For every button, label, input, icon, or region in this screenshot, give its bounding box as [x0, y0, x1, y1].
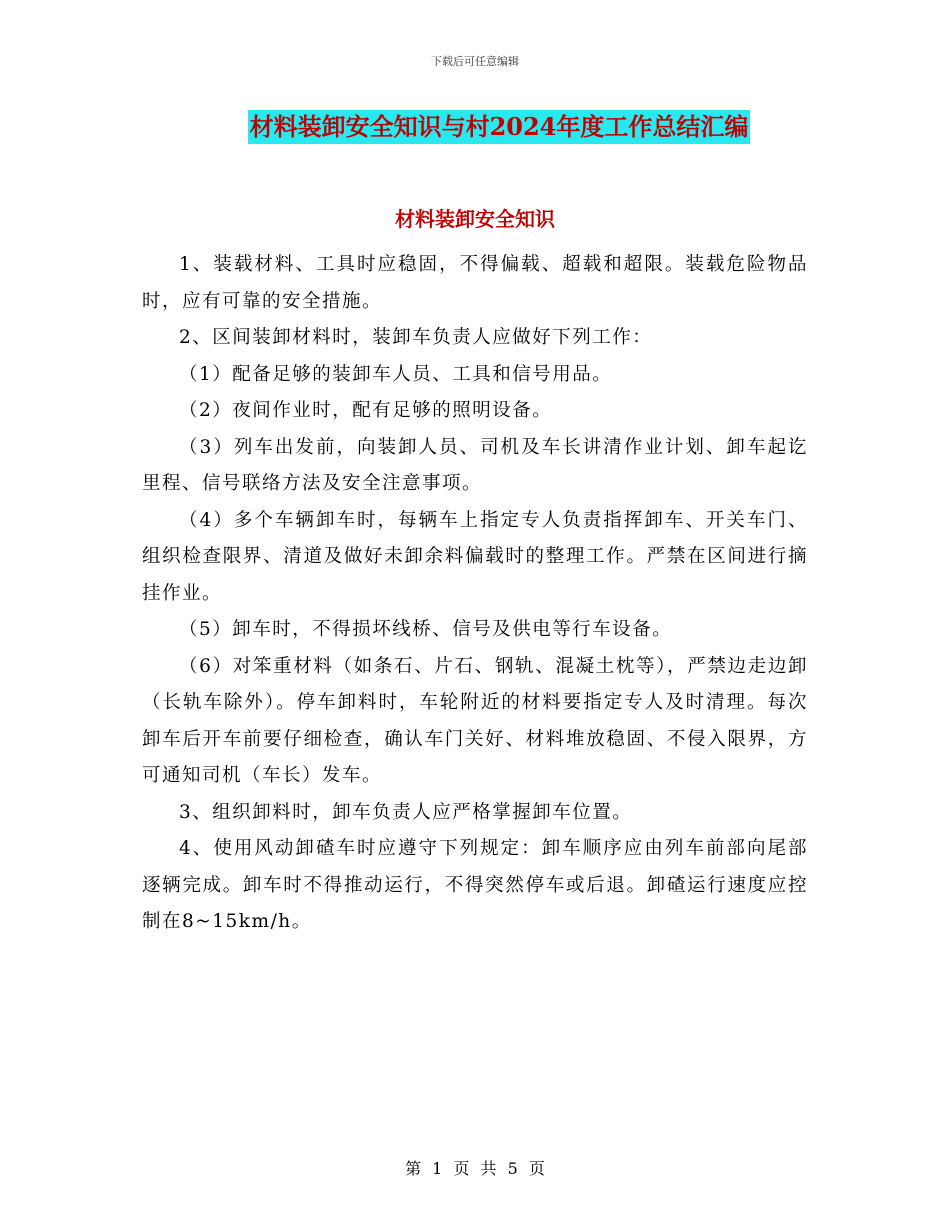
- paragraph-1: 1、装载材料、工具时应稳固，不得偏载、超载和超限。装载危险物品时，应有可靠的安全措施。: [142, 254, 808, 312]
- paragraph-9: 3、组织卸料时，卸车负责人应严格掌握卸车位置。: [179, 801, 633, 823]
- paragraph-10: 4、使用风动卸碴车时应遵守下列规定：卸车顺序应由列车前部向尾部逐辆完成。卸车时不得推动运行，不得突然停车或后退。卸碴运行速度应控制在8~15km/h。: [142, 838, 808, 932]
- paragraph-4: （2）夜间作业时，配有足够的照明设备。: [179, 400, 553, 421]
- paragraph-5: （3）列车出发前，向装卸人员、司机及车长讲清作业计划、卸车起讫里程、信号联络方法及安全注意事项。: [142, 436, 808, 494]
- paragraph-2: 2、区间装卸材料时，装卸车负责人应做好下列工作：: [179, 327, 653, 348]
- title-container: [0, 110, 950, 144]
- paragraph-8: （6）对笨重材料（如条石、片石、钢轨、混凝土枕等），严禁边走边卸（长轨车除外）。停车卸料时，车轮附近的材料要指定专人及时清理。每次卸车后开车前要仔细检查，确认车门关好、材料堆放稳固、不侵入限界，方可通知司机（车长）发车。: [142, 655, 808, 786]
- header-note: 下载后可任意编辑: [431, 55, 519, 68]
- section-heading: 材料装卸安全知识: [395, 207, 555, 231]
- page-footer: 第 1 页 共 5 页: [405, 1159, 545, 1178]
- paragraph-6: （4）多个车辆卸车时，每辆车上指定专人负责指挥卸车、开关车门、组织检查限界、清道及做好未卸余料偏载时的整理工作。严禁在区间进行摘挂作业。: [142, 509, 808, 604]
- paragraph-3: （1）配备足够的装卸车人员、工具和信号用品。: [179, 363, 613, 385]
- document-title: 材料装卸安全知识与村2024年度工作总结汇编: [248, 110, 751, 144]
- paragraph-7: （5）卸车时，不得损坏线桥、信号及供电等行车设备。: [179, 619, 673, 640]
- body-text: [142, 247, 808, 941]
